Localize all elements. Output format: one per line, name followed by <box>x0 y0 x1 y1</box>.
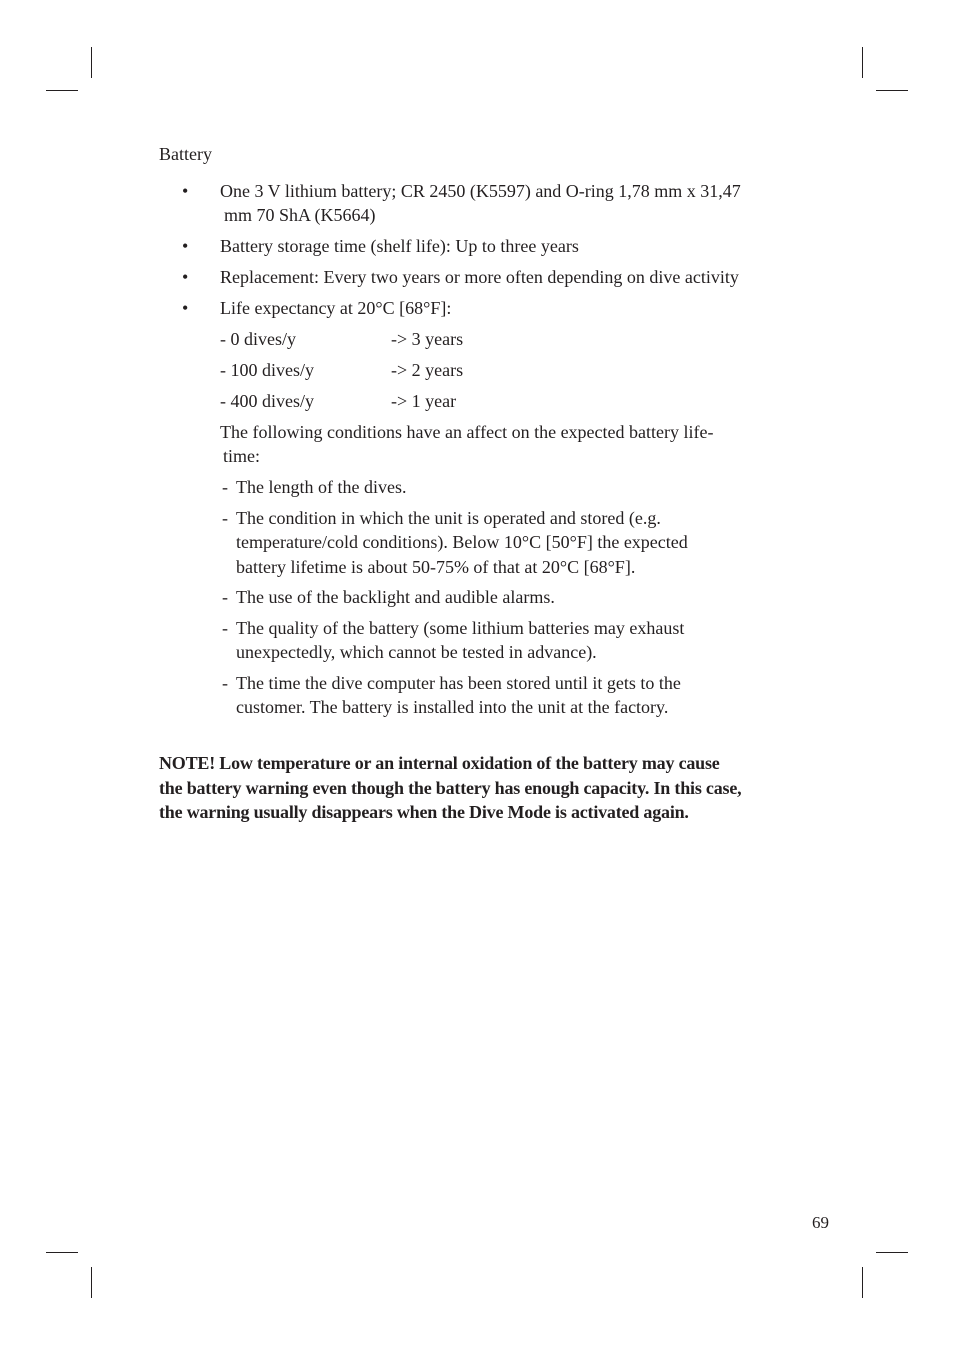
list-item <box>220 585 800 610</box>
list-item-text: Replacement: Every two years or more often depending on dive activity <box>220 267 739 287</box>
battery-spec-list <box>159 179 829 327</box>
conditions-intro <box>220 420 800 468</box>
crop-mark-bottom-right-vertical <box>862 1267 863 1298</box>
bullet-icon: • <box>182 236 189 256</box>
note-line: the battery warning even though the battery has enough capacity. In this case, <box>159 777 742 798</box>
list-item-text: The length of the dives. <box>236 477 407 497</box>
dash-marker: - <box>222 507 228 528</box>
crop-mark-bottom-right-horizontal <box>876 1252 908 1253</box>
section-heading: Battery <box>159 144 212 164</box>
conditions-intro-line: time: <box>223 446 260 466</box>
bullet-icon: • <box>182 267 189 287</box>
list-item <box>220 475 800 500</box>
dash-marker: - <box>222 672 228 693</box>
dash-marker: - <box>222 617 228 638</box>
conditions-intro-line: The following conditions have an affect on the expected battery life- <box>220 422 714 442</box>
list-item <box>220 506 800 580</box>
note-line: NOTE! Low temperature or an internal oxidation of the battery may cause <box>159 753 720 773</box>
list-item-text: Battery storage time (shelf life): Up to three years <box>220 236 579 256</box>
expected-lifetime: -> 2 years <box>391 360 464 380</box>
list-item-text: Life expectancy at 20°C [68°F]: <box>220 298 452 318</box>
dives-per-year: - 400 dives/y <box>220 391 314 411</box>
list-item <box>159 265 829 289</box>
crop-mark-top-left-horizontal <box>46 90 78 91</box>
list-item-text: battery lifetime is about 50-75% of that at 20°C [68°F]. <box>236 556 636 577</box>
crop-mark-bottom-left-vertical <box>91 1267 92 1298</box>
note-line: the warning usually disappears when the Dive Mode is activated again. <box>159 802 689 822</box>
dives-per-year: - 100 dives/y <box>220 360 314 380</box>
list-item <box>159 234 829 258</box>
crop-mark-top-right-horizontal <box>876 90 908 91</box>
list-item-text: The time the dive computer has been stored until it gets to the <box>236 672 681 693</box>
list-item-text: customer. The battery is installed into the unit at the factory. <box>236 697 669 717</box>
expected-lifetime: -> 3 years <box>391 329 464 349</box>
crop-mark-bottom-left-horizontal <box>46 1252 78 1253</box>
list-item-text: The condition in which the unit is operated and stored (e.g. <box>236 507 661 528</box>
page-number: 69 <box>812 1213 829 1232</box>
list-item-text: The quality of the battery (some lithium batteries may exhaust <box>236 617 685 638</box>
crop-mark-top-left-vertical <box>91 47 92 78</box>
list-item <box>159 179 829 227</box>
list-item <box>220 671 800 720</box>
list-item-text: unexpectedly, which cannot be tested in advance). <box>236 642 597 662</box>
list-item <box>220 616 800 665</box>
dash-marker: - <box>222 587 228 607</box>
list-item-text: mm 70 ShA (K5664) <box>224 205 376 225</box>
list-item-text: temperature/cold conditions). Below 10°C [50°F] the expected <box>236 532 688 552</box>
list-item <box>159 296 829 320</box>
list-item-text: One 3 V lithium battery; CR 2450 (K5597) and O-ring 1,78 mm x 31,47 <box>220 181 741 201</box>
list-item-text: The use of the backlight and audible alarms. <box>236 587 555 607</box>
expected-lifetime: -> 1 year <box>391 391 457 411</box>
crop-mark-top-right-vertical <box>862 47 863 78</box>
dash-marker: - <box>222 477 228 497</box>
bullet-icon: • <box>182 181 189 201</box>
bullet-icon: • <box>182 298 189 318</box>
dives-per-year: - 0 dives/y <box>220 329 296 349</box>
conditions-list <box>220 475 800 726</box>
note-paragraph <box>159 751 829 825</box>
